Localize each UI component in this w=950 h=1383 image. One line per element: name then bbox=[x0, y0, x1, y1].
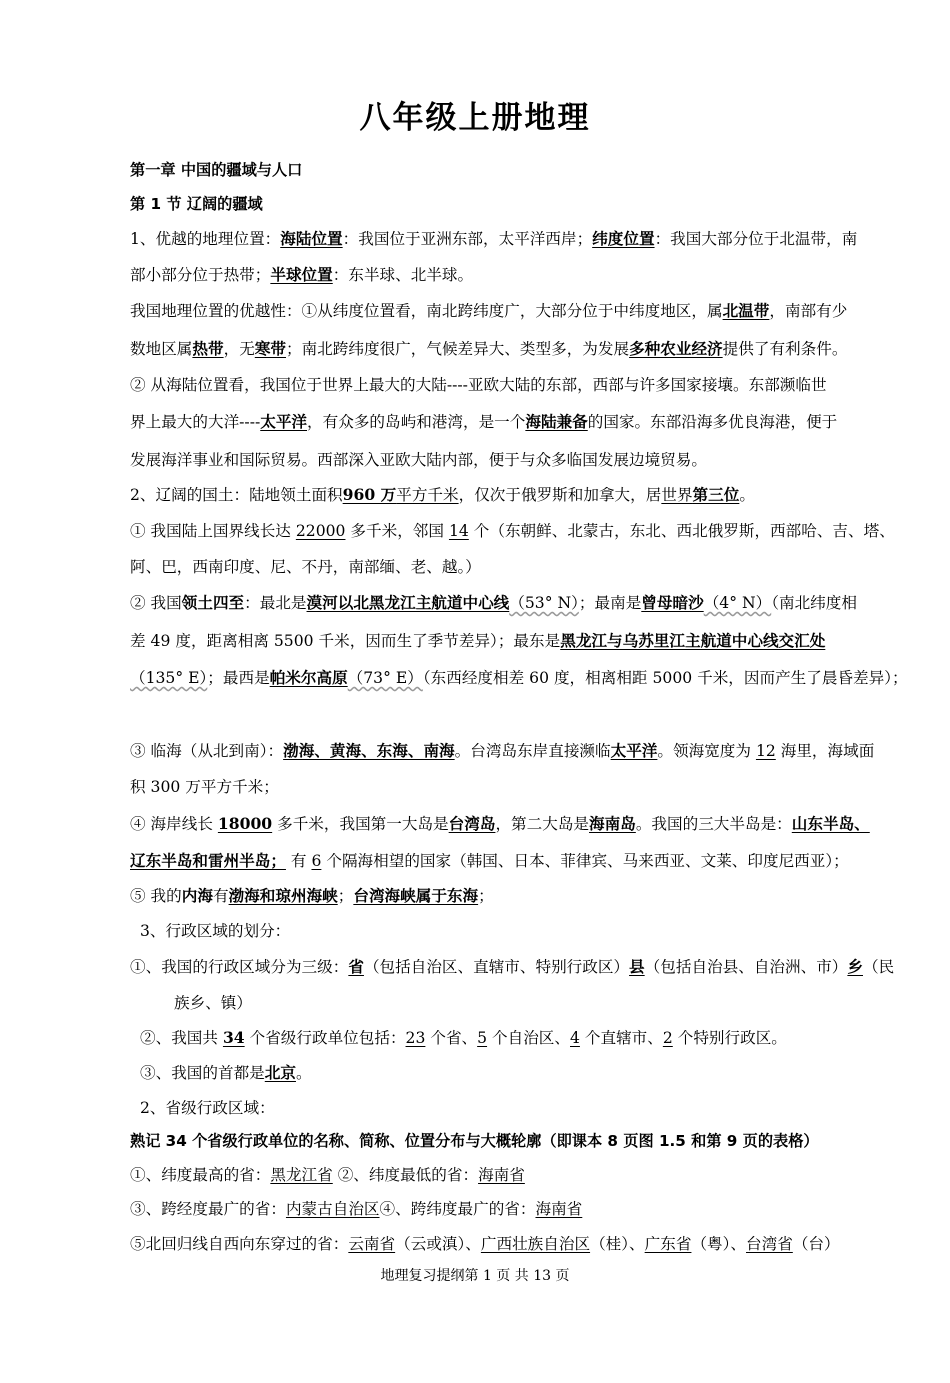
emphasized-text: 23 bbox=[405, 1029, 426, 1047]
text-segment: 有 bbox=[285, 852, 312, 870]
text-segment: 2、省级行政区域： bbox=[140, 1099, 275, 1117]
text-segment: ③、跨经度最广的省： bbox=[130, 1200, 286, 1218]
text-segment: 第一章 中国的疆域与人口 bbox=[130, 161, 303, 179]
text-segment: ，无 bbox=[223, 340, 255, 358]
text-segment: 阿、巴，西南印度、尼、不丹，南部缅、老、越。） bbox=[130, 558, 481, 576]
text-segment: （粤）、 bbox=[691, 1235, 747, 1253]
text-line bbox=[140, 1098, 275, 1118]
text-segment: ：我国位于亚洲东部，太平洋西岸； bbox=[342, 230, 593, 248]
text-line bbox=[130, 194, 263, 214]
text-segment: 族乡、镇） bbox=[174, 994, 252, 1012]
text-segment: ①、我国的行政区域分为三级： bbox=[130, 958, 349, 976]
text-segment: 2、辽阔的国土：陆地领土面积 bbox=[130, 486, 343, 504]
emphasized-text: （135° E） bbox=[130, 669, 208, 687]
text-line bbox=[130, 814, 870, 834]
text-line bbox=[130, 631, 825, 651]
text-segment: 界上最大的大洋---- bbox=[130, 413, 261, 431]
emphasized-text: 内海 bbox=[181, 886, 213, 905]
text-segment: 。 bbox=[295, 1064, 312, 1082]
text-segment: 积 300 万平方千米； bbox=[130, 778, 279, 796]
text-segment: ，有众多的岛屿和港湾，是一个 bbox=[307, 413, 526, 431]
text-line bbox=[130, 485, 755, 505]
text-line bbox=[130, 593, 857, 613]
emphasized-text: 县 bbox=[629, 957, 645, 976]
emphasized-text: 内蒙古自治区 bbox=[285, 1200, 380, 1218]
emphasized-text: 5 bbox=[477, 1029, 488, 1047]
emphasized-text: 黑龙江与乌苏里江主航道中心线交汇处 bbox=[560, 631, 826, 650]
emphasized-text: 广东省 bbox=[644, 1235, 692, 1253]
text-segment: （包括自治县、自治洲、市） bbox=[644, 958, 848, 976]
text-segment: ：最北是 bbox=[244, 594, 307, 612]
emphasized-text: 台湾省 bbox=[746, 1235, 793, 1253]
text-segment: 个省级行政单位包括： bbox=[244, 1029, 406, 1047]
emphasized-text: 辽东半岛和雷州半岛； bbox=[130, 851, 286, 870]
text-segment: 发展海洋事业和国际贸易。西部深入亚欧大陆内部，便于与众多临国发展边境贸易。 bbox=[130, 451, 707, 469]
emphasized-text: 半球位置 bbox=[270, 265, 333, 284]
emphasized-text: 960 万 bbox=[342, 485, 397, 504]
text-line bbox=[130, 886, 494, 906]
text-segment: 差 49 度，距离相离 5500 千米，因而生了季节差异）；最东是 bbox=[130, 632, 561, 650]
emphasized-text: （53° N） bbox=[509, 594, 579, 612]
page-title: 八年级上册地理 bbox=[359, 100, 591, 136]
text-segment: 个省、 bbox=[425, 1029, 478, 1047]
text-segment: 第 1 节 辽阔的疆域 bbox=[130, 195, 263, 213]
text-segment: 个（东朝鲜、北蒙古，东北、西北俄罗斯，西部哈、吉、塔、 bbox=[468, 522, 895, 540]
text-segment: （东西经度相差 60 度，相离相距 5000 千米，因而产生了晨昏差异）； bbox=[422, 669, 908, 687]
emphasized-text: 14 bbox=[448, 522, 469, 540]
text-segment: 3、行政区域的划分： bbox=[140, 922, 291, 940]
text-segment: 多千米，邻国 bbox=[345, 522, 449, 540]
text-segment: ； bbox=[337, 887, 354, 905]
text-line bbox=[130, 668, 908, 688]
emphasized-text: 北京 bbox=[264, 1063, 296, 1082]
text-segment: 海里，海域面 bbox=[775, 742, 875, 760]
text-segment: ③、我国的首都是 bbox=[140, 1064, 265, 1082]
emphasized-text: 4 bbox=[570, 1029, 580, 1047]
text-line bbox=[130, 777, 279, 797]
text-segment: 。我国的三大半岛是： bbox=[635, 815, 792, 833]
text-segment: ；南北跨纬度很广，气候差异大、类型多，为发展 bbox=[286, 340, 630, 358]
text-segment: ②、我国共 bbox=[140, 1029, 223, 1047]
emphasized-text: 34 bbox=[222, 1028, 245, 1047]
emphasized-text: 云南省 bbox=[348, 1235, 396, 1253]
text-segment: （南北纬度相 bbox=[771, 594, 857, 612]
emphasized-text: 漠河以北黑龙江主航道中心线 bbox=[306, 593, 510, 612]
text-line bbox=[130, 957, 894, 977]
text-segment: （桂）、 bbox=[590, 1235, 645, 1253]
text-segment: （台） bbox=[792, 1235, 840, 1253]
emphasized-text: （73° E） bbox=[347, 669, 423, 687]
text-line bbox=[140, 1028, 787, 1048]
text-segment: ② 从海陆位置看，我国位于世界上最大的大陆----亚欧大陆的东部，西部与许多国家接壤。东部濒临世 bbox=[130, 376, 827, 394]
emphasized-text: 海南岛 bbox=[589, 814, 636, 833]
emphasized-text: 渤海和琼州海峡 bbox=[228, 886, 338, 905]
emphasized-text: 海陆位置 bbox=[280, 229, 343, 248]
emphasized-text: 广西壮族自治区 bbox=[480, 1235, 591, 1253]
text-segment: 的国家。东部沿海多优良海港，便于 bbox=[587, 413, 838, 431]
text-line bbox=[174, 993, 252, 1013]
emphasized-text: 海陆兼备 bbox=[525, 412, 588, 431]
emphasized-text: 多种农业经济 bbox=[629, 339, 723, 358]
text-segment: 有 bbox=[212, 887, 229, 905]
emphasized-text: 山东半岛、 bbox=[791, 814, 870, 833]
text-line bbox=[130, 339, 847, 359]
emphasized-text: 太平洋 bbox=[260, 412, 308, 431]
emphasized-text: 省 bbox=[348, 957, 364, 976]
text-segment: ； bbox=[478, 887, 494, 905]
text-line bbox=[130, 301, 847, 321]
text-segment: 个特别行政区。 bbox=[672, 1029, 787, 1047]
text-segment: 。领海宽度为 bbox=[657, 742, 756, 760]
text-segment: ③ 临海（从北到南）： bbox=[130, 742, 284, 760]
text-segment: 。 bbox=[739, 486, 755, 504]
text-line bbox=[130, 229, 857, 249]
text-line bbox=[130, 1165, 525, 1185]
emphasized-text: 纬度位置 bbox=[592, 229, 655, 248]
emphasized-text: 海南省 bbox=[535, 1200, 583, 1218]
text-segment: 个隔海相望的国家（韩国、日本、菲律宾、马来西亚、文莱、印度尼西亚）； bbox=[321, 852, 849, 870]
text-segment: ① 我国陆上国界线长达 bbox=[130, 522, 296, 540]
text-line bbox=[130, 521, 895, 541]
emphasized-text: 领土四至 bbox=[181, 593, 245, 612]
emphasized-text: 平方千米 bbox=[396, 486, 459, 504]
emphasized-text: 6 bbox=[311, 852, 322, 870]
text-segment: 个直辖市、 bbox=[579, 1029, 663, 1047]
text-segment: ；最西是 bbox=[207, 669, 270, 687]
text-segment: （包括自治区、直辖市、特别行政区） bbox=[363, 958, 630, 976]
text-segment: ：我国大部分位于北温带，南 bbox=[654, 230, 858, 248]
text-line bbox=[130, 375, 827, 395]
emphasized-text: 台湾海峡属于东海 bbox=[353, 886, 479, 905]
page-footer: 地理复习提纲第 1 页 共 13 页 bbox=[380, 1268, 570, 1284]
text-segment: ④ 海岸线长 bbox=[130, 815, 218, 833]
text-segment: 部小部分位于热带； bbox=[130, 266, 271, 284]
text-line bbox=[130, 741, 874, 761]
text-line bbox=[140, 1063, 312, 1083]
emphasized-text: 18000 bbox=[217, 814, 273, 833]
text-line bbox=[130, 450, 707, 470]
text-segment: （云或滇）、 bbox=[395, 1235, 481, 1253]
emphasized-text: 北温带 bbox=[722, 301, 770, 320]
emphasized-text: 热带 bbox=[192, 339, 224, 358]
text-line bbox=[130, 265, 473, 285]
text-segment: ；最南是 bbox=[578, 594, 642, 612]
emphasized-text: 22000 bbox=[295, 522, 346, 540]
text-segment: 多千米，我国第一大岛是 bbox=[272, 815, 449, 833]
text-segment: ①、纬度最高的省： bbox=[130, 1166, 271, 1184]
text-line bbox=[140, 921, 290, 941]
emphasized-text: 2 bbox=[662, 1029, 673, 1047]
emphasized-text: 台湾岛 bbox=[448, 814, 496, 833]
text-segment: ④、跨纬度最广的省： bbox=[379, 1200, 536, 1218]
text-line bbox=[130, 851, 849, 871]
text-segment: ② 我国 bbox=[130, 594, 182, 612]
emphasized-text: 12 bbox=[755, 742, 776, 760]
text-line bbox=[130, 1199, 582, 1219]
text-segment: 数地区属 bbox=[130, 340, 193, 358]
text-segment: ：东半球、北半球。 bbox=[332, 266, 474, 284]
text-segment: 1、优越的地理位置： bbox=[130, 230, 281, 248]
emphasized-text: （4° N） bbox=[703, 594, 772, 612]
emphasized-text: 乡 bbox=[847, 957, 863, 976]
text-segment: 个自治区、 bbox=[487, 1029, 570, 1047]
emphasized-text: 帕米尔高原 bbox=[269, 668, 348, 687]
text-segment: ⑤ 我的 bbox=[130, 887, 182, 905]
emphasized-text: 太平洋 bbox=[610, 741, 658, 760]
emphasized-text: 曾母暗沙 bbox=[641, 593, 704, 612]
text-line bbox=[130, 1131, 819, 1151]
text-segment: ②、纬度最低的省： bbox=[332, 1166, 479, 1184]
emphasized-text: 海南省 bbox=[478, 1166, 525, 1184]
text-line bbox=[130, 412, 837, 432]
text-segment: ，仅次于俄罗斯和加拿大，居 bbox=[458, 486, 662, 504]
text-segment: 提供了有利条件。 bbox=[722, 340, 848, 358]
text-line bbox=[130, 160, 302, 180]
text-segment: 我国地理位置的优越性：①从纬度位置看，南北跨纬度广，大部分位于中纬度地区，属 bbox=[130, 302, 723, 320]
text-segment: ，南部有少 bbox=[769, 302, 848, 320]
emphasized-text: 渤海、黄海、东海、南海 bbox=[283, 741, 455, 760]
text-line bbox=[130, 1234, 840, 1254]
text-segment: ⑤北回归线自西向东穿过的省： bbox=[130, 1235, 349, 1253]
text-segment: （民 bbox=[863, 958, 895, 976]
text-line bbox=[130, 557, 481, 577]
text-segment: 。台湾岛东岸直接濒临 bbox=[454, 742, 611, 760]
text-segment: 熟记 34 个省级行政单位的名称、简称、位置分布与大概轮廓（即课本 8 页图 1.5 和第 9 页的表格） bbox=[130, 1132, 819, 1150]
emphasized-text: 第三位 bbox=[692, 485, 740, 504]
emphasized-text: 寒带 bbox=[254, 339, 286, 358]
emphasized-text: 黑龙江省 bbox=[270, 1166, 333, 1184]
emphasized-text: 世界 bbox=[661, 486, 693, 504]
text-segment: ，第二大岛是 bbox=[495, 815, 590, 833]
